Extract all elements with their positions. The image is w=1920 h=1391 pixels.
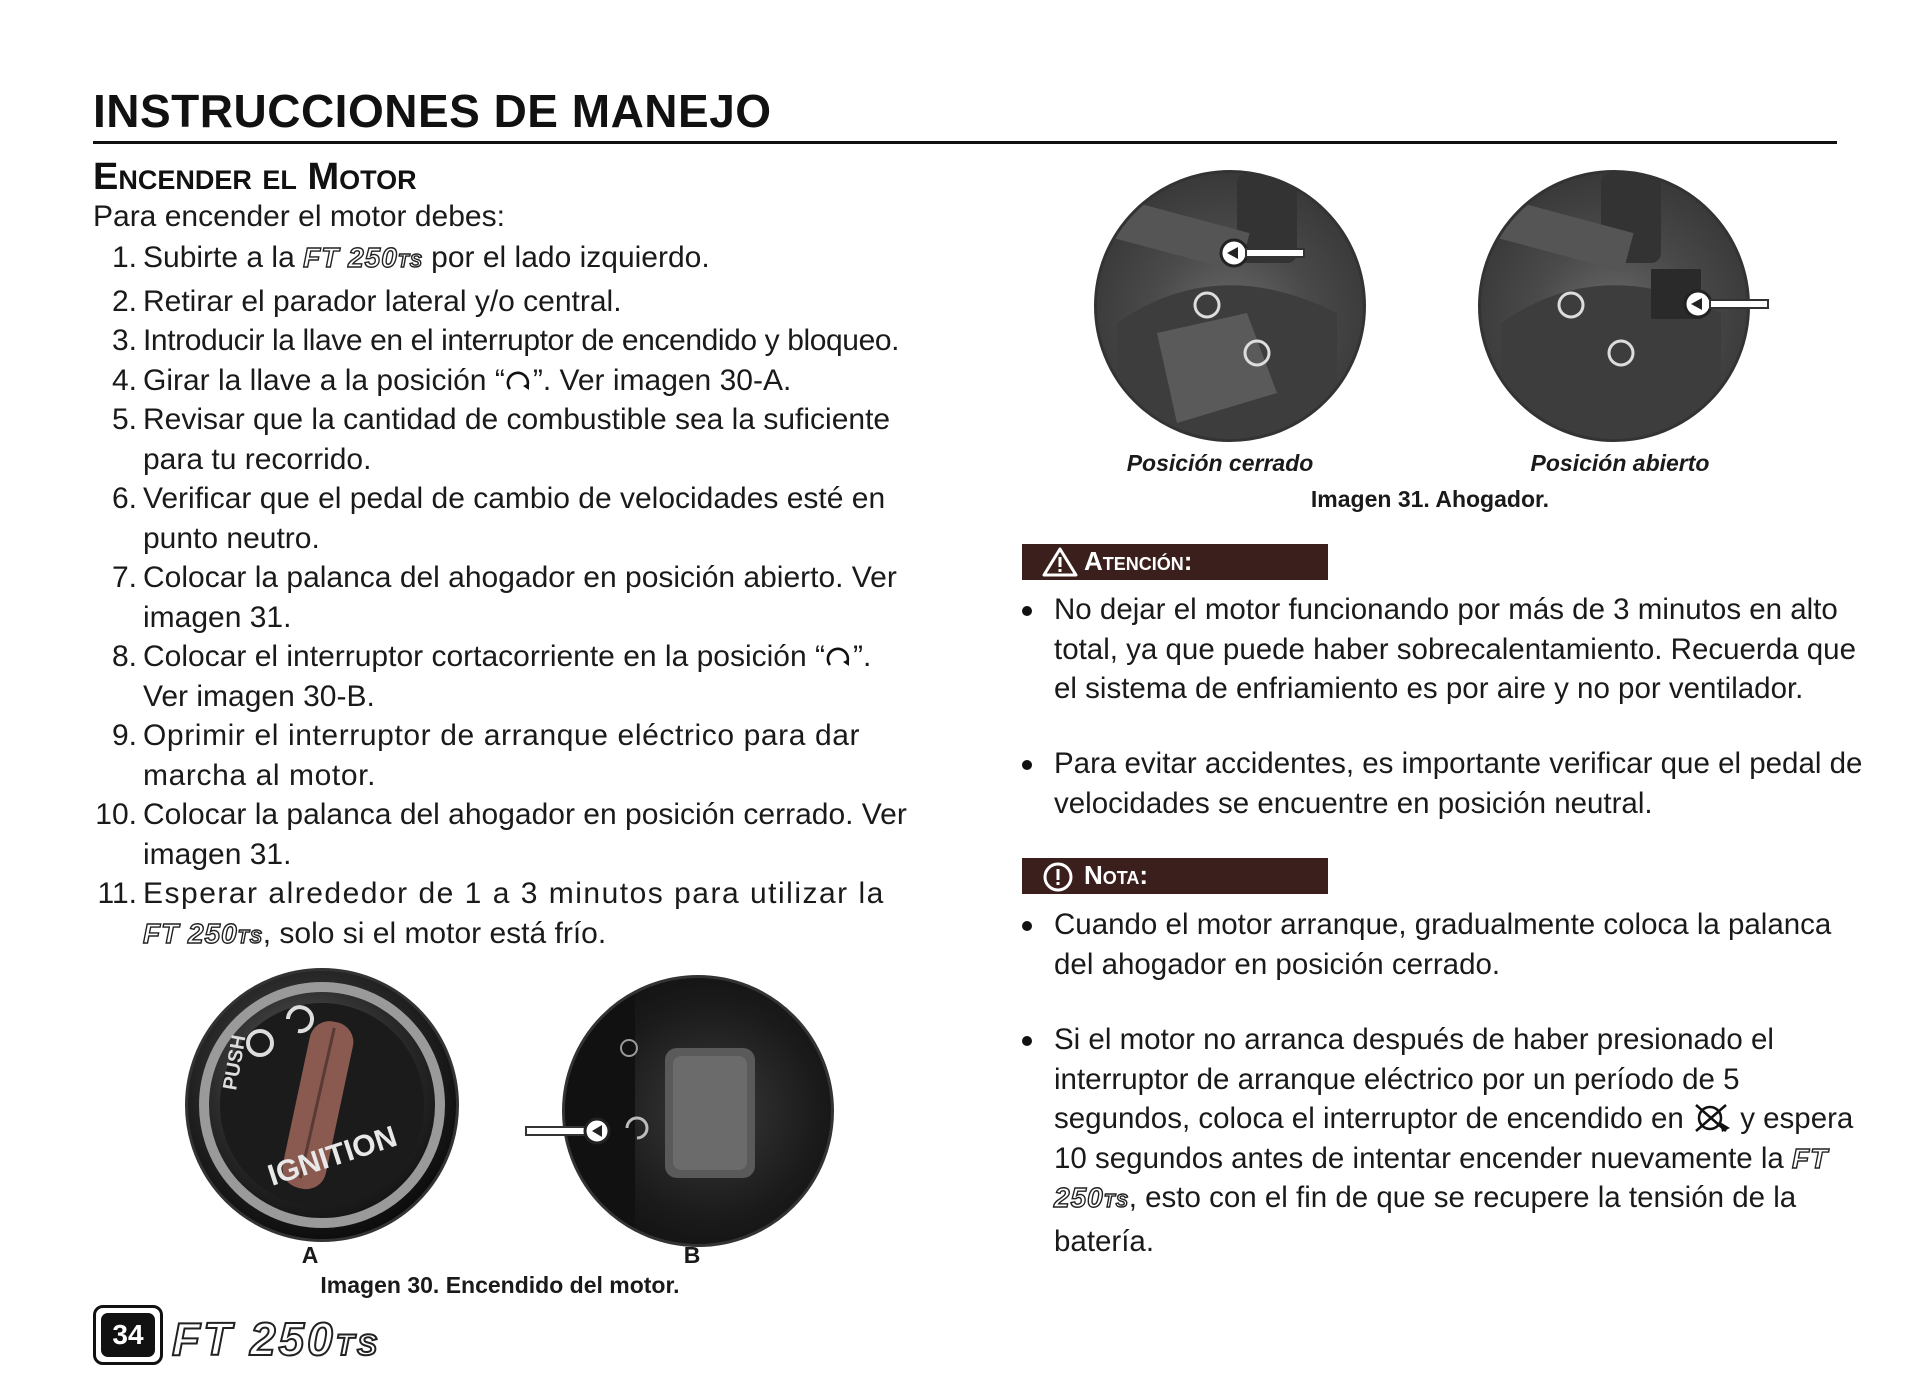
note-item: Si el motor no arranca después de haber presionado el interruptor de arranque eléctrico por un período de 5 segundos, coloca el interruptor de encendido en y espera 10 segundos antes de intentar encender nuevamente la FT 250TS, esto con el fin de que se recupere la tensión de la batería. <box>1022 1020 1869 1261</box>
choke-closed-graphic <box>1097 173 1363 439</box>
kill-switch-graphic <box>565 978 831 1244</box>
figure-31-caption: Imagen 31. Ahogador. <box>1310 486 1550 512</box>
figure-30-caption: Imagen 30. Encendido del motor. <box>320 1272 680 1298</box>
ft250-logo: FT 250TS <box>1054 1142 1829 1213</box>
step-item: 7. Colocar la palanca del ahogador en posición abierto. Ver imagen 31. <box>111 561 897 634</box>
page-number-badge <box>93 1305 163 1365</box>
run-symbol-icon <box>825 640 853 673</box>
pointer-arrow-icon <box>1682 288 1772 320</box>
choke-closed-label: Posición cerrado <box>1126 450 1314 476</box>
section-title: Encender el Motor <box>93 156 417 198</box>
figure-30-label-a: A <box>301 1242 319 1268</box>
title-rule <box>93 141 1837 144</box>
figure-30-label-b: B <box>683 1242 701 1268</box>
run-symbol-icon <box>505 364 533 397</box>
ignition-switch-graphic <box>188 971 456 1239</box>
attention-item: Para evitar accidentes, es importante verificar que el pedal de velocidades se encuentre en posición neutral. <box>1022 744 1869 823</box>
svg-text:PUSH: PUSH <box>219 1033 251 1092</box>
step-item: 6. Verificar que el pedal de cambio de velocidades esté en punto neutro. <box>111 482 886 555</box>
pointer-arrow-icon <box>524 1117 614 1147</box>
ignition-off-icon <box>1692 1102 1732 1135</box>
step-item: 2. Retirar el parador lateral y/o central. <box>111 284 622 318</box>
step-item: 4. Girar la llave a la posición “ ”. Ver imagen 30-A. <box>111 363 792 397</box>
step-item: 11. Esperar alrededor de 1 a 3 minutos para utilizar la FT 250TS, solo si el motor está frío. <box>97 877 885 950</box>
step-item: 9. Oprimir el interruptor de arranque eléctrico para dar marcha al motor. <box>111 719 861 792</box>
ignition-photo <box>185 968 459 1242</box>
note-item: Cuando el motor arranque, gradualmente coloca la palanca del ahogador en posición cerrado. <box>1022 905 1869 984</box>
ft250-logo: FT 250TS <box>143 917 263 949</box>
choke-closed-photo <box>1094 170 1366 442</box>
step-item: 1. Subirte a la FT 250TS por el lado izquierdo. <box>111 241 710 274</box>
intro-text: Para encender el motor debes: <box>93 200 505 233</box>
pointer-arrow-icon <box>1218 237 1308 269</box>
attention-banner <box>1022 544 1328 580</box>
step-item: 8. Colocar el interruptor cortacorriente en la posición “ ”. Ver imagen 30-B. <box>111 640 872 713</box>
kill-switch-photo <box>562 975 834 1247</box>
steps-list <box>93 238 918 957</box>
ft250-footer-logo: FT 250TS <box>172 1313 381 1365</box>
attention-label: Atención: <box>1084 546 1193 576</box>
attention-item: No dejar el motor funcionando por más de 3 minutos en alto total, ya que puede haber sobrecalentamiento. Recuerda que el sistema de enfriamiento es por aire y no por ventilador. <box>1022 590 1869 709</box>
warning-icon <box>1042 547 1078 584</box>
page-number: 34 <box>101 1313 155 1357</box>
note-banner <box>1022 858 1328 894</box>
step-item: 10. Colocar la palanca del ahogador en posición cerrado. Ver imagen 31. <box>95 798 907 871</box>
step-item: 5. Revisar que la cantidad de combustible sea la suficiente para tu recorrido. <box>111 403 891 476</box>
choke-open-label: Posición abierto <box>1530 450 1710 476</box>
note-label: Nota: <box>1084 860 1149 890</box>
info-icon <box>1042 861 1074 900</box>
step-item: 3. Introducir la llave en el interruptor de encendido y bloqueo. <box>111 324 900 357</box>
page-title: INSTRUCCIONES DE MANEJO <box>93 85 772 137</box>
ft250-logo: FT 250TS <box>303 242 423 273</box>
svg-text:IGNITION: IGNITION <box>263 1120 401 1193</box>
